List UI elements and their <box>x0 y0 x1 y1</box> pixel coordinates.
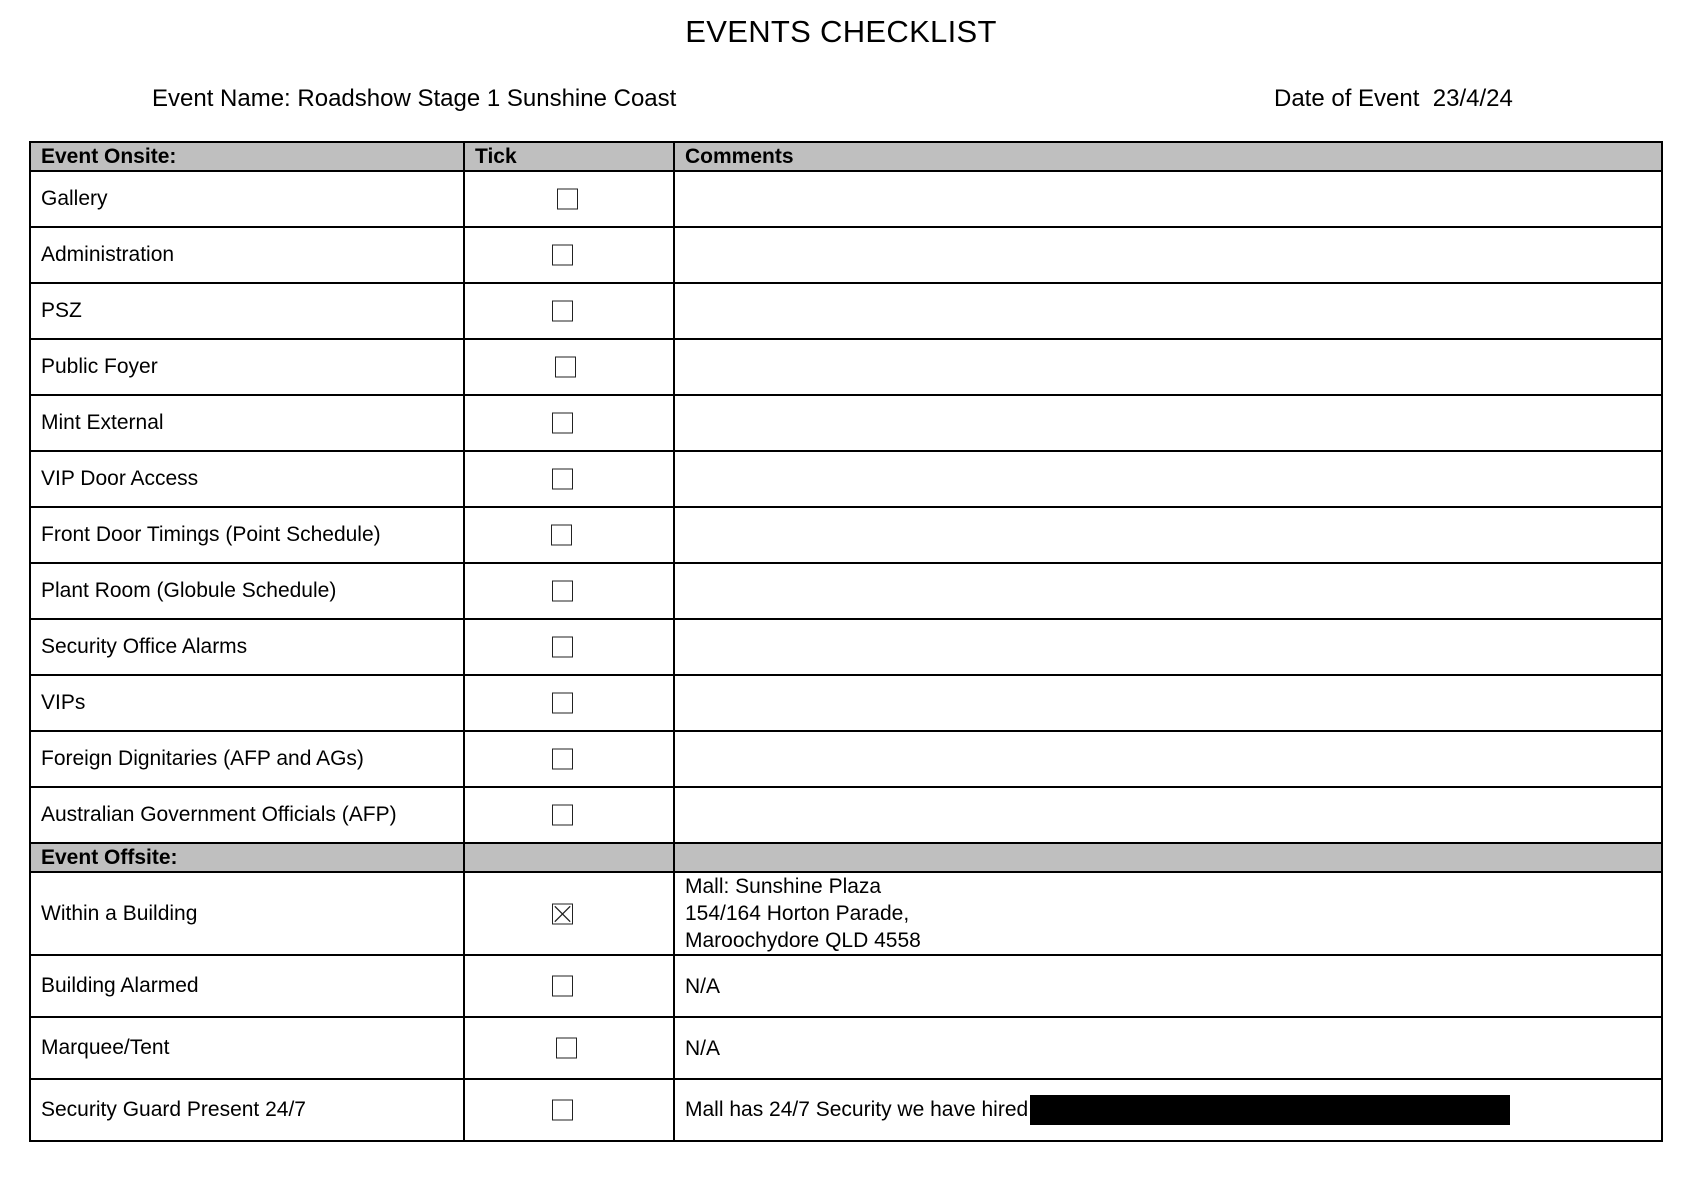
checklist-table <box>29 141 1663 1142</box>
event-date: Date of Event 23/4/24 <box>1274 85 1513 112</box>
row-label: Front Door Timings (Point Schedule) <box>30 507 464 563</box>
tick-checkbox[interactable] <box>552 637 573 658</box>
section-blank-cell <box>464 843 674 872</box>
table-row <box>30 395 1662 451</box>
row-label: VIP Door Access <box>30 451 464 507</box>
comment-cell[interactable] <box>674 787 1662 843</box>
tick-cell <box>464 872 674 955</box>
tick-cell <box>464 563 674 619</box>
comment-cell[interactable] <box>674 619 1662 675</box>
tick-checkbox[interactable] <box>552 1100 573 1121</box>
tick-cell <box>464 507 674 563</box>
comment-cell[interactable] <box>674 451 1662 507</box>
row-label: PSZ <box>30 283 464 339</box>
redaction-bar <box>1030 1095 1510 1125</box>
checked-x-icon <box>553 904 572 923</box>
table-row <box>30 563 1662 619</box>
tick-checkbox[interactable] <box>552 413 573 434</box>
table-row <box>30 787 1662 843</box>
tick-checkbox[interactable] <box>552 805 573 826</box>
tick-checkbox[interactable] <box>552 245 573 266</box>
table-row <box>30 227 1662 283</box>
comment-text: Mall: Sunshine Plaza <box>685 875 882 898</box>
table-row <box>30 619 1662 675</box>
comment-text: Mall has 24/7 Security we have hired <box>685 1097 1029 1121</box>
tick-cell <box>464 731 674 787</box>
comment-cell[interactable] <box>674 1079 1662 1141</box>
tick-cell <box>464 619 674 675</box>
tick-checkbox[interactable] <box>552 581 573 602</box>
tick-checkbox[interactable] <box>552 903 573 924</box>
table-row <box>30 731 1662 787</box>
tick-cell <box>464 787 674 843</box>
header-event-onsite: Event Onsite: <box>30 142 464 171</box>
table-row <box>30 171 1662 227</box>
comment-cell[interactable] <box>674 171 1662 227</box>
comment-cell[interactable] <box>674 395 1662 451</box>
tick-cell <box>464 1017 674 1079</box>
tick-checkbox[interactable] <box>552 469 573 490</box>
comment-line <box>685 973 1651 1000</box>
tick-checkbox[interactable] <box>552 301 573 322</box>
tick-checkbox[interactable] <box>552 693 573 714</box>
section-blank-cell <box>674 843 1662 872</box>
comment-cell[interactable] <box>674 675 1662 731</box>
tick-checkbox[interactable] <box>556 1038 577 1059</box>
comment-text: N/A <box>685 1036 721 1060</box>
tick-cell <box>464 395 674 451</box>
comment-text: Maroochydore QLD 4558 <box>685 929 921 952</box>
row-label: Gallery <box>30 171 464 227</box>
header-tick: Tick <box>464 142 674 171</box>
table-row <box>30 872 1662 955</box>
comment-cell[interactable] <box>674 1017 1662 1079</box>
row-label: Public Foyer <box>30 339 464 395</box>
tick-checkbox[interactable] <box>555 357 576 378</box>
table-row <box>30 283 1662 339</box>
comment-cell[interactable] <box>674 563 1662 619</box>
comment-cell[interactable] <box>674 227 1662 283</box>
comment-line <box>685 900 1651 927</box>
table-row <box>30 955 1662 1017</box>
tick-checkbox[interactable] <box>552 749 573 770</box>
comment-line <box>685 1035 1651 1062</box>
table-header-row <box>30 142 1662 171</box>
tick-checkbox[interactable] <box>557 189 578 210</box>
row-label: Security Office Alarms <box>30 619 464 675</box>
row-label: Plant Room (Globule Schedule) <box>30 563 464 619</box>
event-name: Event Name: Roadshow Stage 1 Sunshine Coast <box>152 85 677 112</box>
table-row <box>30 451 1662 507</box>
table-row <box>30 1017 1662 1079</box>
row-label: Building Alarmed <box>30 955 464 1017</box>
table-row <box>30 675 1662 731</box>
row-label: Foreign Dignitaries (AFP and AGs) <box>30 731 464 787</box>
comment-line <box>685 1096 1651 1125</box>
tick-checkbox[interactable] <box>552 976 573 997</box>
comment-cell[interactable] <box>674 731 1662 787</box>
row-label: Administration <box>30 227 464 283</box>
table-row <box>30 339 1662 395</box>
comment-cell[interactable] <box>674 872 1662 955</box>
comment-text: 154/164 Horton Parade, <box>685 902 910 925</box>
row-label: Security Guard Present 24/7 <box>30 1079 464 1141</box>
comment-cell[interactable] <box>674 339 1662 395</box>
tick-cell <box>464 675 674 731</box>
comment-line <box>685 873 1651 900</box>
tick-cell <box>464 339 674 395</box>
table-row <box>30 507 1662 563</box>
tick-cell <box>464 451 674 507</box>
row-label: Australian Government Officials (AFP) <box>30 787 464 843</box>
comment-line <box>685 927 1651 954</box>
tick-cell <box>464 283 674 339</box>
row-label: VIPs <box>30 675 464 731</box>
comment-cell[interactable] <box>674 507 1662 563</box>
section-event-offsite: Event Offsite: <box>30 843 464 872</box>
row-label: Marquee/Tent <box>30 1017 464 1079</box>
page-title: EVENTS CHECKLIST <box>685 14 997 49</box>
row-label: Within a Building <box>30 872 464 955</box>
table-row <box>30 1079 1662 1141</box>
comment-text: N/A <box>685 974 721 998</box>
tick-cell <box>464 1079 674 1141</box>
section-header-row <box>30 843 1662 872</box>
header-comments: Comments <box>674 142 1662 171</box>
tick-cell <box>464 955 674 1017</box>
tick-cell <box>464 227 674 283</box>
tick-checkbox[interactable] <box>551 525 572 546</box>
comment-cell[interactable] <box>674 283 1662 339</box>
tick-cell <box>464 171 674 227</box>
comment-cell[interactable] <box>674 955 1662 1017</box>
row-label: Mint External <box>30 395 464 451</box>
